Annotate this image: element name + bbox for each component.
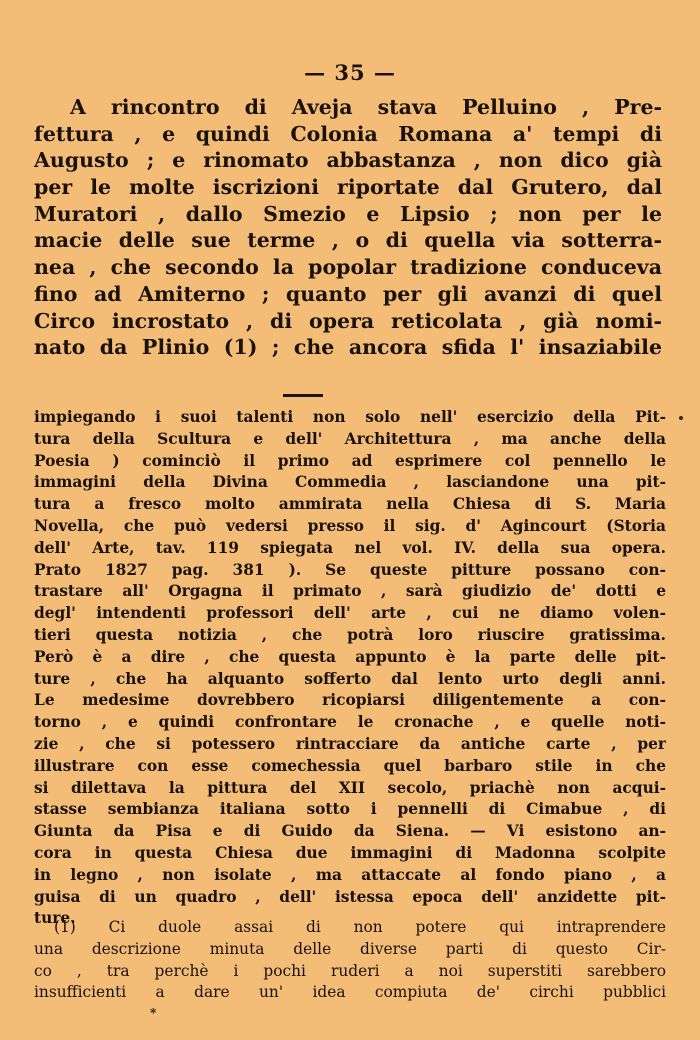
note-line: Le medesime dovrebbero ricopiarsi diligentemente a con-: [34, 691, 666, 710]
notes-block: [34, 407, 666, 930]
note-line: impiegando i suoi talenti non solo nell' esercizio della Pit-: [34, 408, 666, 426]
main-line: nea , che secondo la popolar tradizione conduceva: [34, 255, 662, 280]
footnote-line: insufficienti a dare un' idea compiuta de' circhi pubblici: [34, 983, 666, 1002]
footnote-block: [34, 917, 666, 1004]
ink-speck: [679, 416, 683, 420]
note-line: dell' Arte, tav. 119 spiegata nel vol. IV. della sua opera.: [34, 538, 666, 557]
note-line: Giunta da Pisa e di Guido da Siena. — Vi esistono an-: [34, 822, 666, 841]
note-line: zie , che si potessero rintracciare da antiche carte , per: [34, 734, 666, 753]
footnote-line: co , tra perchè i pochi ruderi a noi superstiti sarebbero: [34, 961, 666, 980]
main-text-block: [34, 94, 662, 361]
note-line: immagini della Divina Commedia , lasciandone una pit-: [34, 473, 666, 492]
note-line: degl' intendenti professori dell' arte , cui ne diamo volen-: [34, 604, 666, 623]
signature-mark: *: [150, 1006, 157, 1020]
note-line: in legno , non isolate , ma attaccate al fondo piano , a: [34, 865, 666, 884]
note-line: cora in questa Chiesa due immagini di Madonna scolpite: [34, 843, 666, 862]
note-line: tura della Scultura e dell' Architettura , ma anche della: [34, 429, 666, 448]
note-line: illustrare con esse comechessia quel barbaro stile in che: [34, 756, 666, 775]
footnote-line: (1) Ci duole assai di non potere qui intraprendere: [54, 918, 666, 936]
note-line: ture.: [34, 909, 76, 928]
main-line: Muratori , dallo Smezio e Lipsio ; non per le: [34, 201, 662, 226]
note-line: Poesia ) cominciò il primo ad esprimere col pennello le: [34, 451, 666, 470]
note-line: guisa di un quadro , dell' istessa epoca dell' anzidette pit-: [34, 887, 666, 906]
note-line: torno , e quindi confrontare le cronache , e quelle noti-: [34, 713, 666, 732]
main-line: macie delle sue terme , o di quella via sotterra-: [34, 228, 662, 253]
main-line: Circo incrostato , di opera reticolata , già nomi-: [34, 308, 662, 333]
note-line: tura a fresco molto ammirata nella Chiesa di S. Maria: [34, 495, 666, 514]
note-line: si dilettava la pittura del XII secolo, priachè non acqui-: [34, 778, 666, 797]
main-line: fino ad Amiterno ; quanto per gli avanzi di quel: [34, 281, 662, 306]
main-line: per le molte iscrizioni riportate dal Grutero, dal: [34, 175, 662, 200]
note-line: ture , che ha alquanto sofferto dal lento urto degli anni.: [34, 669, 666, 688]
note-line: tieri questa notizia , che potrà loro riuscire gratissima.: [34, 625, 666, 644]
page-number: — 35 —: [304, 60, 396, 85]
main-line: nato da Plinio (1) ; che ancora sfida l' insaziabile: [34, 335, 662, 360]
main-line: A rincontro di Aveja stava Pelluino , Pre-: [70, 95, 662, 119]
section-separator: [283, 394, 323, 397]
footnote-line: una descrizione minuta delle diverse parti di questo Cir-: [34, 939, 666, 958]
note-line: Però è a dire , che questa appunto è la parte delle pit-: [34, 647, 666, 666]
note-line: Prato 1827 pag. 381 ). Se queste pitture possano con-: [34, 560, 666, 579]
note-line: trastare all' Orgagna il primato , sarà giudizio de' dotti e: [34, 582, 666, 601]
main-line: fettura , e quindi Colonia Romana a' tempi di: [34, 121, 662, 146]
note-line: Novella, che può vedersi presso il sig. d' Agincourt (Storia: [34, 516, 666, 535]
note-line: stasse sembianza italiana sotto i pennelli di Cimabue , di: [34, 800, 666, 819]
main-line: Augusto ; e rinomato abbastanza , non dico già: [34, 148, 662, 173]
